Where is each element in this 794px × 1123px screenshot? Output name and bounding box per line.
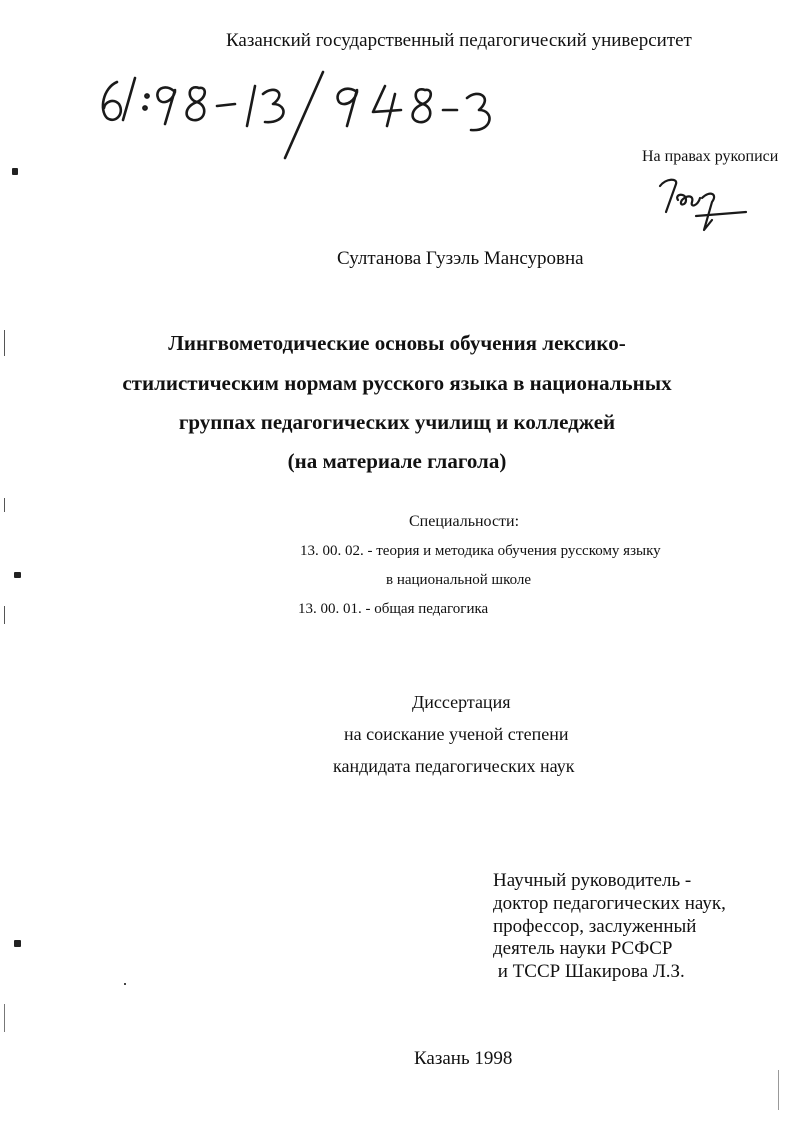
scan-artifact <box>4 606 5 624</box>
manuscript-rights-label: На правах рукописи <box>642 148 779 165</box>
scan-artifact <box>14 572 21 578</box>
university-name: Казанский государственный педагогический университет <box>226 30 692 51</box>
supervisor-line-2: доктор педагогических наук, <box>493 893 726 914</box>
scan-artifact <box>778 1070 779 1110</box>
scan-artifact <box>4 330 5 356</box>
city-year: Казань 1998 <box>414 1048 513 1069</box>
specialties-heading: Специальности: <box>409 513 520 530</box>
handwritten-code-drawing <box>95 68 515 163</box>
handwritten-catalog-code <box>95 68 515 163</box>
author-name: Султанова Гузэль Мансуровна <box>337 248 584 269</box>
degree-line: на соискание ученой степени <box>344 724 569 744</box>
specialty-item-1: 13. 00. 02. - теория и методика обучения русскому языку <box>300 543 661 559</box>
title-line-1: Лингвометодические основы обучения лексико- <box>168 331 626 355</box>
signature <box>652 172 752 232</box>
signature-drawing <box>652 172 752 232</box>
supervisor-line-1: Научный руководитель - <box>493 870 692 891</box>
dissertation-label: Диссертация <box>412 692 511 712</box>
scan-artifact <box>124 983 126 985</box>
supervisor-line-5: и ТССР Шакирова Л.З. <box>493 961 685 982</box>
specialty-item-2: 13. 00. 01. - общая педагогика <box>298 601 489 617</box>
title-line-2: стилистическим нормам русского языка в национальных <box>122 371 672 395</box>
title-line-4: (на материале глагола) <box>287 449 507 473</box>
title-line-3: группах педагогических училищ и колледжей <box>178 410 616 434</box>
specialty-item-1-cont: в национальной школе <box>386 572 532 588</box>
scan-artifact <box>4 1004 5 1032</box>
scan-artifact <box>12 168 18 175</box>
degree-field-line: кандидата педагогических наук <box>333 756 575 776</box>
scan-artifact <box>14 940 21 947</box>
scan-artifact <box>4 498 5 512</box>
supervisor-line-3: профессор, заслуженный <box>493 916 697 937</box>
supervisor-line-4: деятель науки РСФСР <box>493 938 673 959</box>
